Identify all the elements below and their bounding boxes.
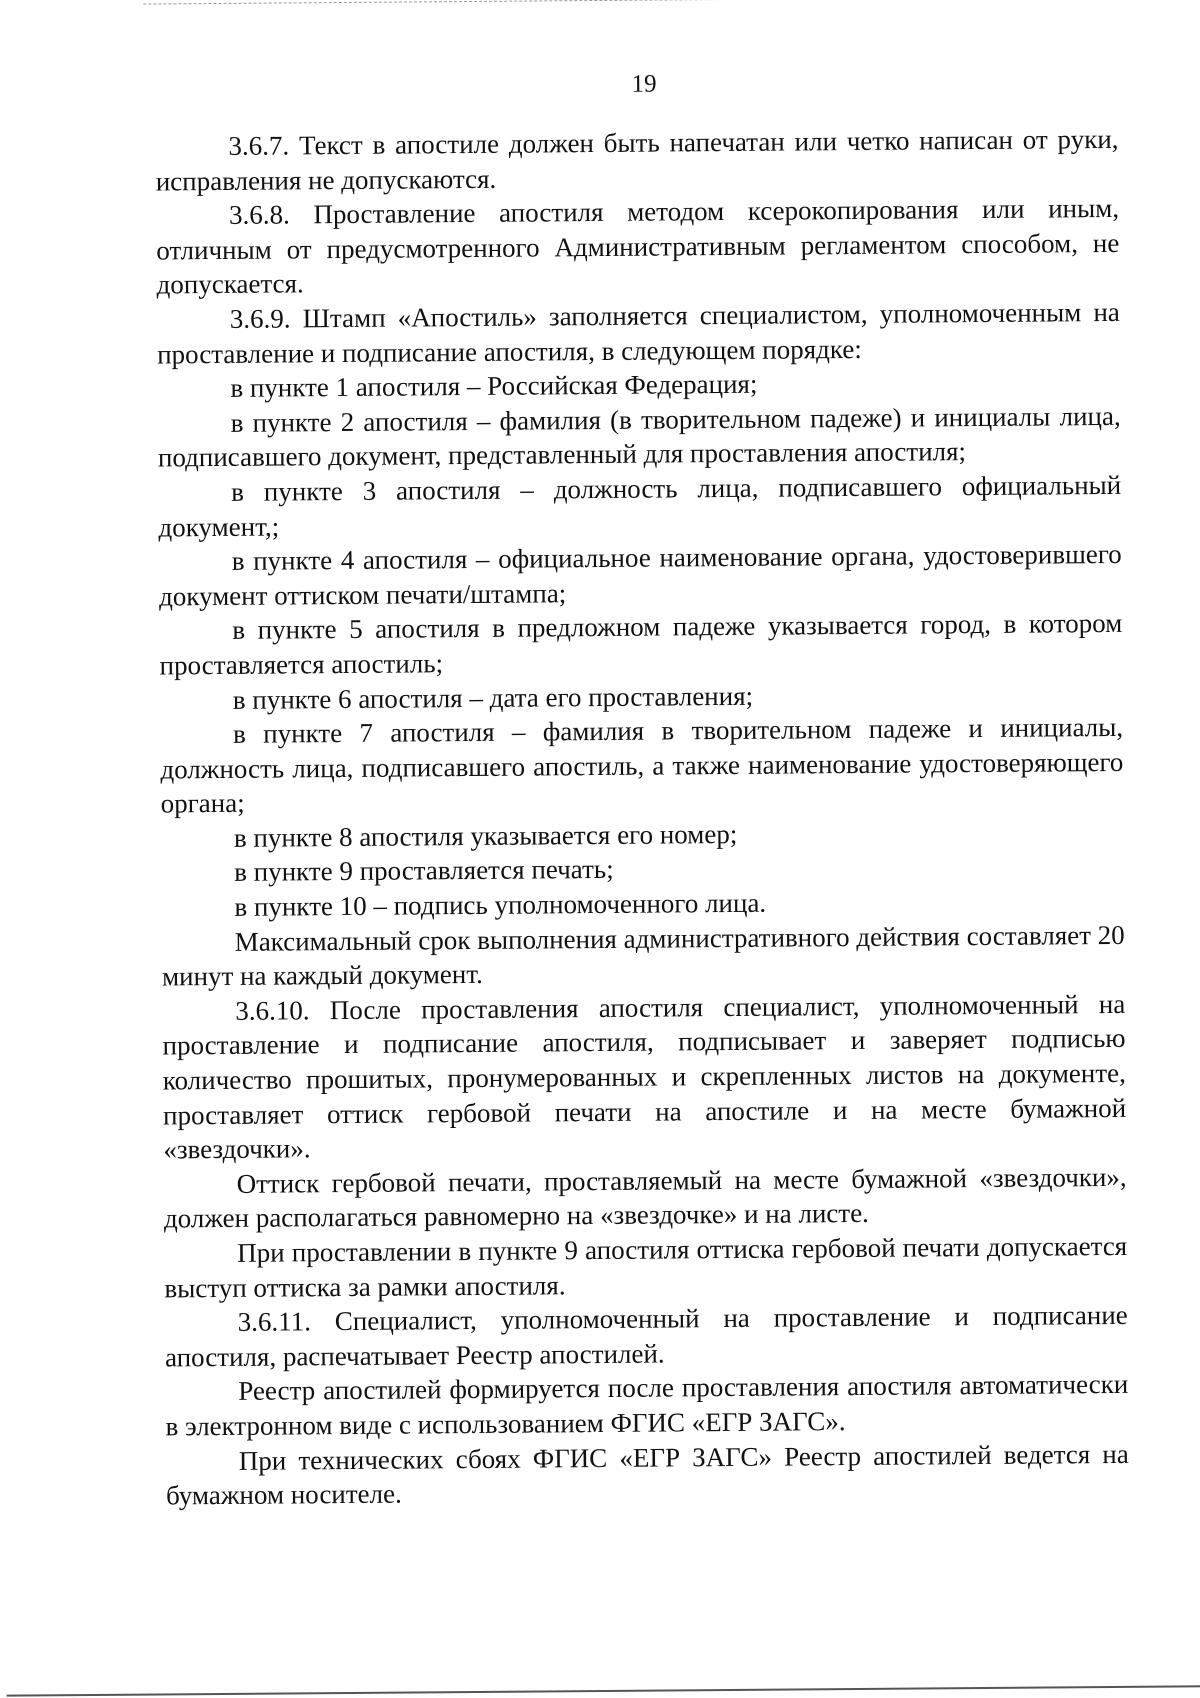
list-item-point-5: в пункте 5 апостиля в предложном падеже указывается город, в котором проставляется апостиль; [159,608,1123,681]
list-item-point-6: в пункте 6 апостиля – дата его проставления; [232,680,754,715]
paragraph-seal-imprint: Оттиск гербовой печати, проставляемый на месте бумажной «звездочки», должен располагаться равномерно на «звездочке» и на листе. [163,1161,1127,1234]
list-item-point-10: в пункте 10 – подпись уполномоченного лица. [234,887,767,922]
list-item-point-2: в пункте 2 апостиля – фамилия (в творительном падеже) и инициалы лица, подписавшего документ, представленный для проставления апостиля; [157,400,1121,473]
paragraph-3-6-9: 3.6.9. Штамп «Апостиль» заполняется специалистом, уполномоченным на проставление и подписание апостиля, в следующем порядке: [157,296,1120,370]
list-item-point-1: в пункте 1 апостиля – Российская Федерация; [230,368,758,404]
paragraph-3-6-8: 3.6.8. Проставление апостиля методом ксерокопирования или иным, отличным от предусмотренного Административным регламентом способом, не допускается. [156,193,1120,300]
paragraph-3-6-10: 3.6.10. После проставления апостиля специалист, уполномоченный на проставление и подписание апостиля, подписывает и заверяет подписью количество прошитых, пронумерованных и скрепленных листов на документе, проставляет оттиск гербовой печати на апостиле и на месте бумажной «звездочки». [162,988,1127,1165]
page-number: 19 [631,70,657,98]
list-item-point-3: в пункте 3 апостиля – должность лица, подписавшего официальный документ,; [158,469,1122,542]
paragraph-max-duration: Максимальный срок выполнения административного действия составляет 20 минут на каждый документ. [161,919,1125,992]
document-body [155,122,1129,1513]
list-item-point-8: в пункте 8 апостиля указывается его номер; [233,818,738,853]
top-scan-edge [143,0,1073,7]
paragraph-registry-paper: При технических сбоях ФГИС «ЕГР ЗАГС» Реестр апостилей ведется на бумажном носителе. [165,1438,1129,1511]
bottom-scan-edge [7,1685,1200,1696]
paragraph-3-6-7: 3.6.7. Текст в апостиле должен быть напечатан или четко написан от руки, исправления не допускаются. [155,123,1119,197]
paragraph-seal-overhang: При проставлении в пункте 9 апостиля оттиска гербовой печати допускается выступ оттиска за рамки апостиля. [164,1230,1128,1304]
paragraph-3-6-11: 3.6.11. Специалист, уполномоченный на проставление и подписание апостиля, распечатывает Реестр апостилей. [164,1300,1128,1373]
list-item-point-9: в пункте 9 проставляется печать; [234,854,614,888]
list-item-point-7: в пункте 7 апостиля – фамилия в творительном падеже и инициалы, должность лица, подписавшего апостиль, а также наименование удостоверяющего органа; [160,711,1124,819]
list-item-point-4: в пункте 4 апостиля – официальное наименование органа, удостоверившего документ оттиском печати/штампа; [158,539,1122,612]
paragraph-registry-formation: Реестр апостилей формируется после проставления апостиля автоматически в электронном виде с использованием ФГИС «ЕГР ЗАГС». [165,1369,1129,1442]
